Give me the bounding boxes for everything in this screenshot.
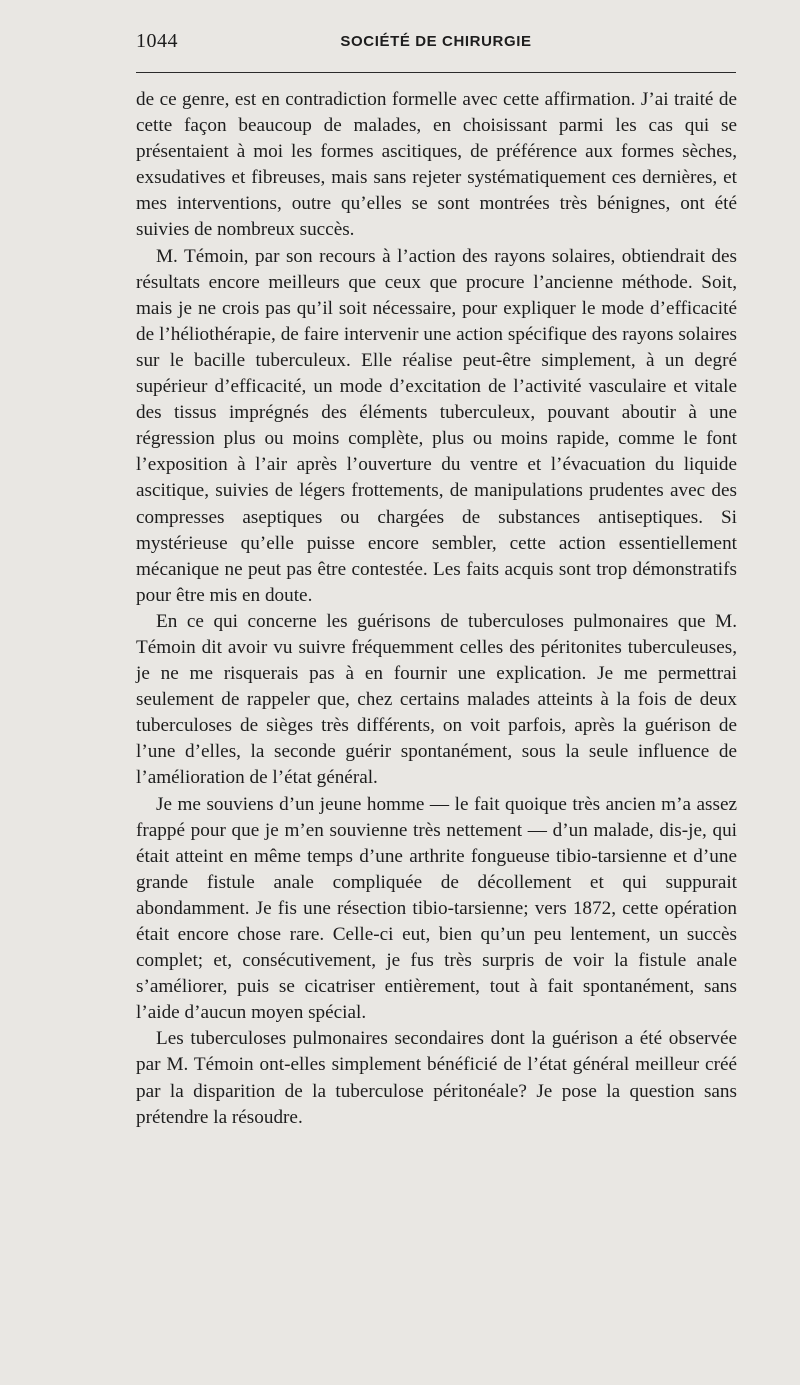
paragraph-closing-question: Les tuberculoses pulmonaires secondaires dont la guérison a été observée par M. Témoin ont-elles simplement bénéficié de l’état général meilleur créé par la disparition de la tuberculose péritonéale? Je pose la question sans prétendre la résoudre. xyxy=(136,1028,737,1128)
header-rule xyxy=(136,72,736,73)
running-title: SOCIÉTÉ DE CHIRURGIE xyxy=(340,33,532,50)
page-header xyxy=(136,30,736,54)
paragraph-continued: de ce genre, est en contradiction formelle avec cette affirmation. J’ai traité de cette façon beaucoup de malades, en choisissant parmi les cas qui se présentaient à moi les formes ascitiques, de préférence aux formes sèches, exsudatives et fibreuses, mais sans rejeter systématiquement ces dernières, et mes interventions, outre qu’elles se sont montrées très bénignes, ont été suivies de nombreux succès. xyxy=(136,89,737,241)
paragraph-heliotherapy: M. Témoin, par son recours à l’action des rayons solaires, obtiendrait des résultats encore meilleurs que ceux que procure l’ancienne méthode. Soit, mais je ne crois pas qu’il soit nécessaire, pour expliquer le mode d’efficacité de l’héliothérapie, de faire intervenir une action spécifique des rayons solaires sur le bacille tuberculeux. Elle réalise peut-être simplement, à un degré supérieur d’efficacité, un mode d’excitation de l’activité vasculaire et vitale des tissus imprégnés des éléments tuberculeux, pouvant aboutir à une régression plus ou moins complète, plus ou moins rapide, comme le font l’exposition à l’air après l’ouverture du ventre et l’évacuation du liquide ascitique, suivies de légers frottements, de manipulations prudentes avec des compresses aseptiques ou chargées de substances antiseptiques. Si mystérieuse qu’elle puisse encore sembler, cette action essentiellement mécanique ne peut pas être contestée. Les faits acquis sont trop démonstratifs pour être mis en doute. xyxy=(136,245,737,606)
paragraph-case-history: Je me souviens d’un jeune homme — le fait quoique très ancien m’a assez frappé pour que je m’en souvienne très nettement — d’un malade, dis-je, qui était atteint en même temps d’une arthrite fongueuse tibio-tarsienne et d’une grande fistule anale compliquée de décollement et qui suppurait abondamment. Je fis une résection tibio-tarsienne; vers 1872, cette opération était encore chose rare. Celle-ci eut, bien qu’un peu lentement, un succès complet; et, consécutivement, je fus très surpris de voir la fistule anale s’améliorer, puis se cicatriser entièrement, tout à fait spontanément, sans l’aide d’aucun moyen spécial. xyxy=(136,793,737,1024)
paragraph-pulmonary-tuberculosis: En ce qui concerne les guérisons de tuberculoses pulmonaires que M. Témoin dit avoir vu suivre fréquemment celles des péritonites tuberculeuses, je ne me risquerais pas à en fournir une explication. Je me permettrai seulement de rappeler que, chez certains malades atteints à la fois de deux tuberculoses de sièges très différents, on voit parfois, après la guérison de l’une d’elles, la seconde guérir spontanément, sous la seule influence de l’amélioration de l’état général. xyxy=(136,610,737,789)
body-text xyxy=(136,87,737,1131)
page-number: 1044 xyxy=(136,30,178,52)
